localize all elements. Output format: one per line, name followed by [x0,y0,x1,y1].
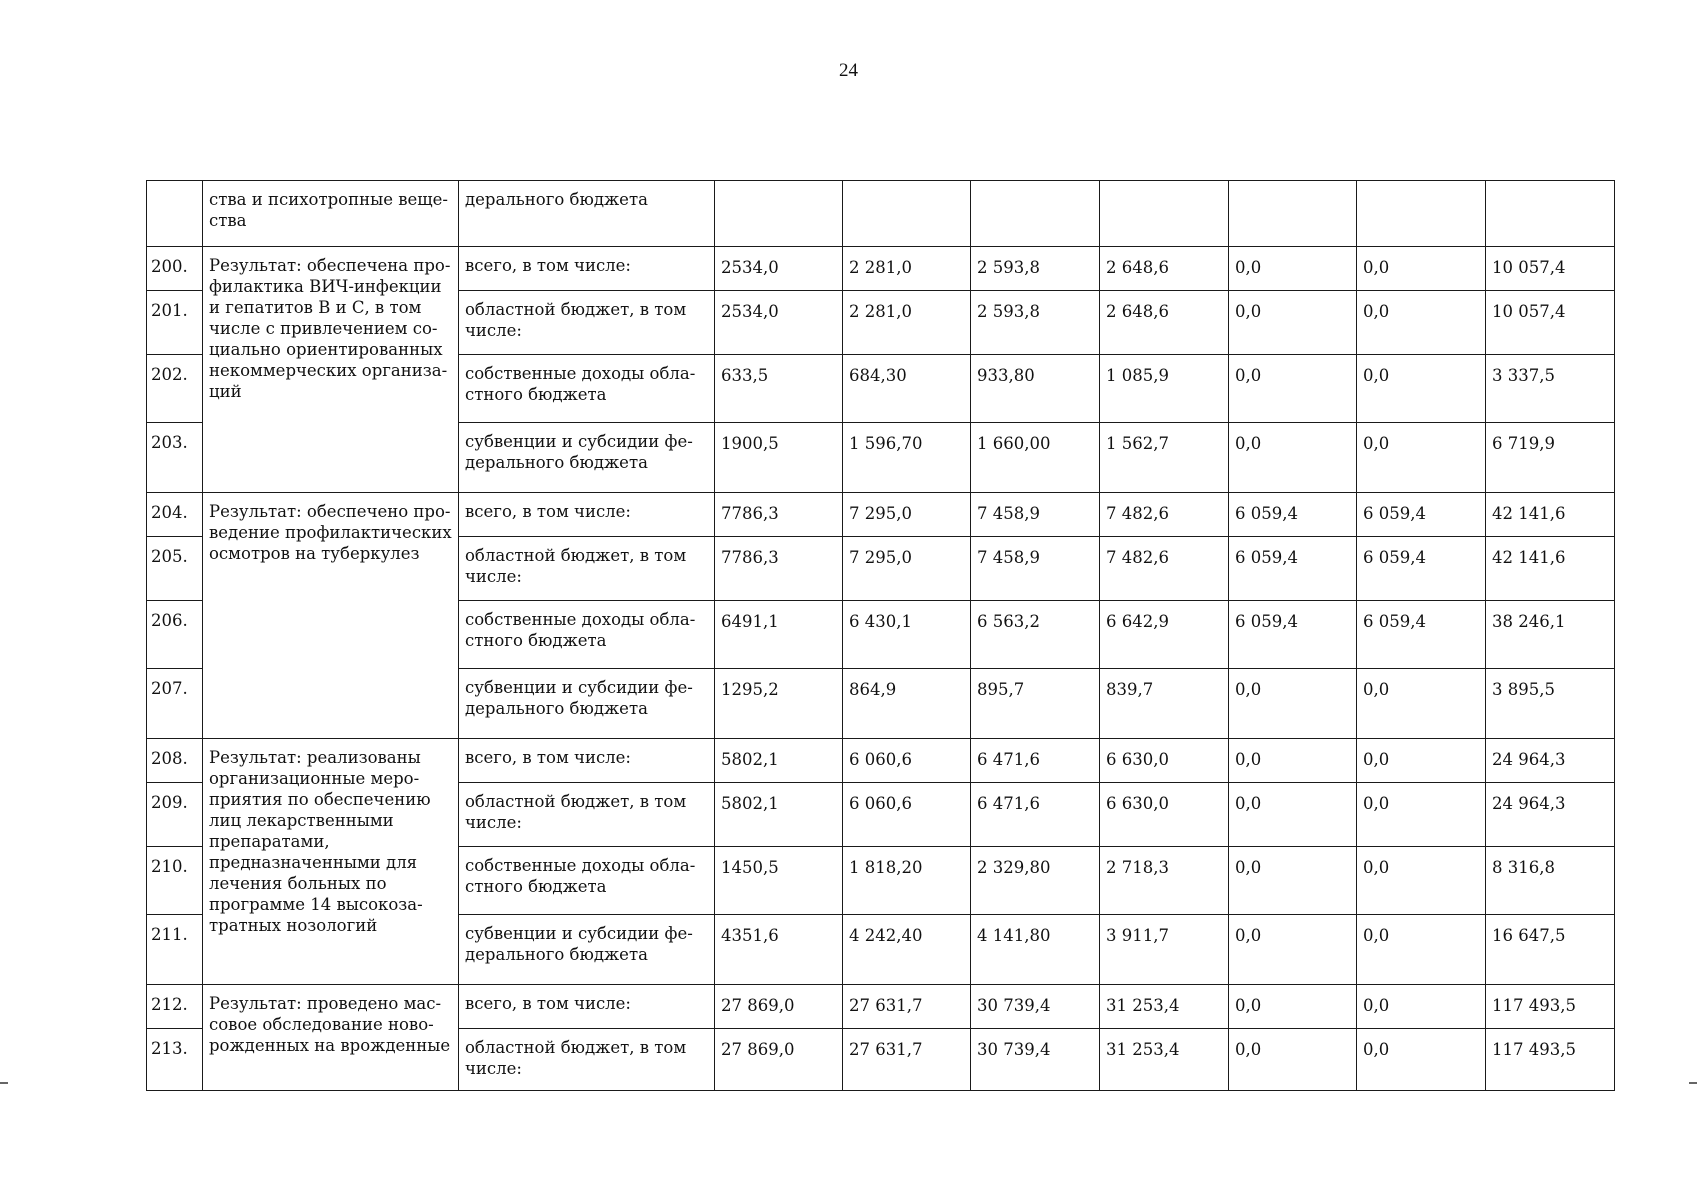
total-value-cell: 117 493,5 [1486,1029,1615,1091]
value-cell: 0,0 [1229,739,1357,783]
value-cell [1486,181,1615,247]
funding-source-cell: всего, в том числе: [459,247,715,291]
value-cell: 0,0 [1357,669,1486,739]
value-cell: 6 059,4 [1229,537,1357,601]
total-value-cell: 38 246,1 [1486,601,1615,669]
value-cell [843,181,971,247]
row-index-cell: 200. [147,247,203,291]
funding-source-cell: субвенции и субсидии федерального бюджета [459,423,715,493]
total-value-cell: 42 141,6 [1486,493,1615,537]
value-cell: 0,0 [1357,985,1486,1029]
page-number: 24 [839,60,858,81]
value-cell: 4 242,40 [843,915,971,985]
value-cell: 839,7 [1100,669,1229,739]
value-cell: 0,0 [1357,915,1486,985]
value-cell: 1295,2 [715,669,843,739]
value-cell: 0,0 [1357,291,1486,355]
row-index-cell: 209. [147,783,203,847]
total-value-cell: 6 719,9 [1486,423,1615,493]
value-cell: 7 482,6 [1100,493,1229,537]
value-cell: 2 718,3 [1100,847,1229,915]
value-cell: 1450,5 [715,847,843,915]
value-cell: 0,0 [1229,915,1357,985]
value-cell: 895,7 [971,669,1100,739]
value-cell: 0,0 [1229,1029,1357,1091]
value-cell: 6 059,4 [1357,601,1486,669]
funding-source-cell: всего, в том числе: [459,985,715,1029]
value-cell: 31 253,4 [1100,1029,1229,1091]
row-index-cell: 210. [147,847,203,915]
value-cell: 27 631,7 [843,1029,971,1091]
total-value-cell: 8 316,8 [1486,847,1615,915]
value-cell: 1900,5 [715,423,843,493]
value-cell: 0,0 [1229,669,1357,739]
value-cell: 2 593,8 [971,247,1100,291]
value-cell: 7 295,0 [843,493,971,537]
value-cell: 7786,3 [715,493,843,537]
table-row-continuation [147,181,1615,247]
value-cell: 7 295,0 [843,537,971,601]
funding-source-cell: всего, в том числе: [459,739,715,783]
value-cell: 6 471,6 [971,783,1100,847]
value-cell: 0,0 [1357,1029,1486,1091]
value-cell: 3 911,7 [1100,915,1229,985]
value-cell: 2 593,8 [971,291,1100,355]
result-description-cell: Результат: реализованы организационные мероприятия по обеспечению лиц лекарственными препаратами, предназначенными для лечения больных по программе 14 высокозатратных нозологий [203,739,459,985]
value-cell: 6 471,6 [971,739,1100,783]
value-cell [1229,181,1357,247]
result-description-cell: Результат: обеспечена профилактика ВИЧ-инфекции и гепатитов В и С, в том числе с привлечением социально ориентированных некоммерческих организаций [203,247,459,493]
total-value-cell: 10 057,4 [1486,247,1615,291]
row-index-cell [147,181,203,247]
value-cell: 27 869,0 [715,985,843,1029]
value-cell: 0,0 [1229,783,1357,847]
value-cell: 6 642,9 [1100,601,1229,669]
value-cell: 0,0 [1357,355,1486,423]
value-cell: 30 739,4 [971,1029,1100,1091]
total-value-cell: 42 141,6 [1486,537,1615,601]
value-cell: 6 059,4 [1357,537,1486,601]
row-index-cell: 201. [147,291,203,355]
value-cell: 633,5 [715,355,843,423]
value-cell [971,181,1100,247]
funding-source-cell: областной бюджет, в том числе: [459,537,715,601]
value-cell: 6 059,4 [1357,493,1486,537]
value-cell: 684,30 [843,355,971,423]
value-cell: 1 660,00 [971,423,1100,493]
value-cell: 1 596,70 [843,423,971,493]
result-description-cell: Результат: обеспечено проведение профилактических осмотров на туберкулез [203,493,459,739]
total-value-cell: 3 337,5 [1486,355,1615,423]
scan-edge-mark-right [1689,1082,1697,1084]
value-cell: 5802,1 [715,739,843,783]
value-cell: 4 141,80 [971,915,1100,985]
value-cell: 7786,3 [715,537,843,601]
value-cell: 7 482,6 [1100,537,1229,601]
value-cell: 0,0 [1357,247,1486,291]
value-cell: 2534,0 [715,291,843,355]
value-cell: 0,0 [1229,423,1357,493]
value-cell: 6 060,6 [843,783,971,847]
value-cell: 2 281,0 [843,247,971,291]
value-cell: 6 060,6 [843,739,971,783]
value-cell: 30 739,4 [971,985,1100,1029]
value-cell: 1 818,20 [843,847,971,915]
funding-source-cell: собственные доходы областного бюджета [459,355,715,423]
value-cell: 0,0 [1357,739,1486,783]
value-cell: 7 458,9 [971,537,1100,601]
row-index-cell: 211. [147,915,203,985]
value-cell: 31 253,4 [1100,985,1229,1029]
total-value-cell: 24 964,3 [1486,783,1615,847]
row-index-cell: 204. [147,493,203,537]
value-cell [1100,181,1229,247]
value-cell: 864,9 [843,669,971,739]
table-row [147,493,1615,537]
funding-source-cell: дерального бюджета [459,181,715,247]
total-value-cell: 3 895,5 [1486,669,1615,739]
value-cell: 0,0 [1229,291,1357,355]
value-cell [1357,181,1486,247]
value-cell: 5802,1 [715,783,843,847]
value-cell: 1 085,9 [1100,355,1229,423]
row-index-cell: 213. [147,1029,203,1091]
value-cell: 4351,6 [715,915,843,985]
value-cell: 0,0 [1229,847,1357,915]
funding-source-cell: субвенции и субсидии федерального бюджета [459,669,715,739]
value-cell: 7 458,9 [971,493,1100,537]
value-cell: 0,0 [1229,355,1357,423]
value-cell: 6 059,4 [1229,601,1357,669]
value-cell: 27 631,7 [843,985,971,1029]
scan-edge-mark-left [0,1082,8,1084]
row-index-cell: 212. [147,985,203,1029]
total-value-cell: 24 964,3 [1486,739,1615,783]
table-row [147,247,1615,291]
funding-source-cell: областной бюджет, в том числе: [459,291,715,355]
value-cell: 6 059,4 [1229,493,1357,537]
value-cell: 2534,0 [715,247,843,291]
value-cell [715,181,843,247]
value-cell: 2 281,0 [843,291,971,355]
row-index-cell: 202. [147,355,203,423]
value-cell: 27 869,0 [715,1029,843,1091]
funding-source-cell: областной бюджет, в том числе: [459,1029,715,1091]
value-cell: 6 630,0 [1100,739,1229,783]
funding-source-cell: собственные доходы областного бюджета [459,847,715,915]
row-index-cell: 207. [147,669,203,739]
value-cell: 1 562,7 [1100,423,1229,493]
value-cell: 0,0 [1357,783,1486,847]
row-index-cell: 203. [147,423,203,493]
funding-source-cell: собственные доходы областного бюджета [459,601,715,669]
value-cell: 6 630,0 [1100,783,1229,847]
total-value-cell: 10 057,4 [1486,291,1615,355]
value-cell: 2 329,80 [971,847,1100,915]
row-index-cell: 208. [147,739,203,783]
row-index-cell: 206. [147,601,203,669]
result-description-cell: Результат: проведено массовое обследование новорожденных на врожденные [203,985,459,1091]
value-cell: 2 648,6 [1100,291,1229,355]
value-cell: 2 648,6 [1100,247,1229,291]
result-description-cell: ства и психотропные вещества [203,181,459,247]
budget-table [146,180,1615,1091]
value-cell: 6491,1 [715,601,843,669]
value-cell: 0,0 [1229,985,1357,1029]
table-row [147,739,1615,783]
value-cell: 6 430,1 [843,601,971,669]
total-value-cell: 16 647,5 [1486,915,1615,985]
funding-source-cell: субвенции и субсидии федерального бюджета [459,915,715,985]
row-index-cell: 205. [147,537,203,601]
funding-source-cell: областной бюджет, в том числе: [459,783,715,847]
funding-source-cell: всего, в том числе: [459,493,715,537]
value-cell: 933,80 [971,355,1100,423]
value-cell: 0,0 [1357,423,1486,493]
table-row [147,985,1615,1029]
value-cell: 0,0 [1229,247,1357,291]
value-cell: 0,0 [1357,847,1486,915]
value-cell: 6 563,2 [971,601,1100,669]
total-value-cell: 117 493,5 [1486,985,1615,1029]
